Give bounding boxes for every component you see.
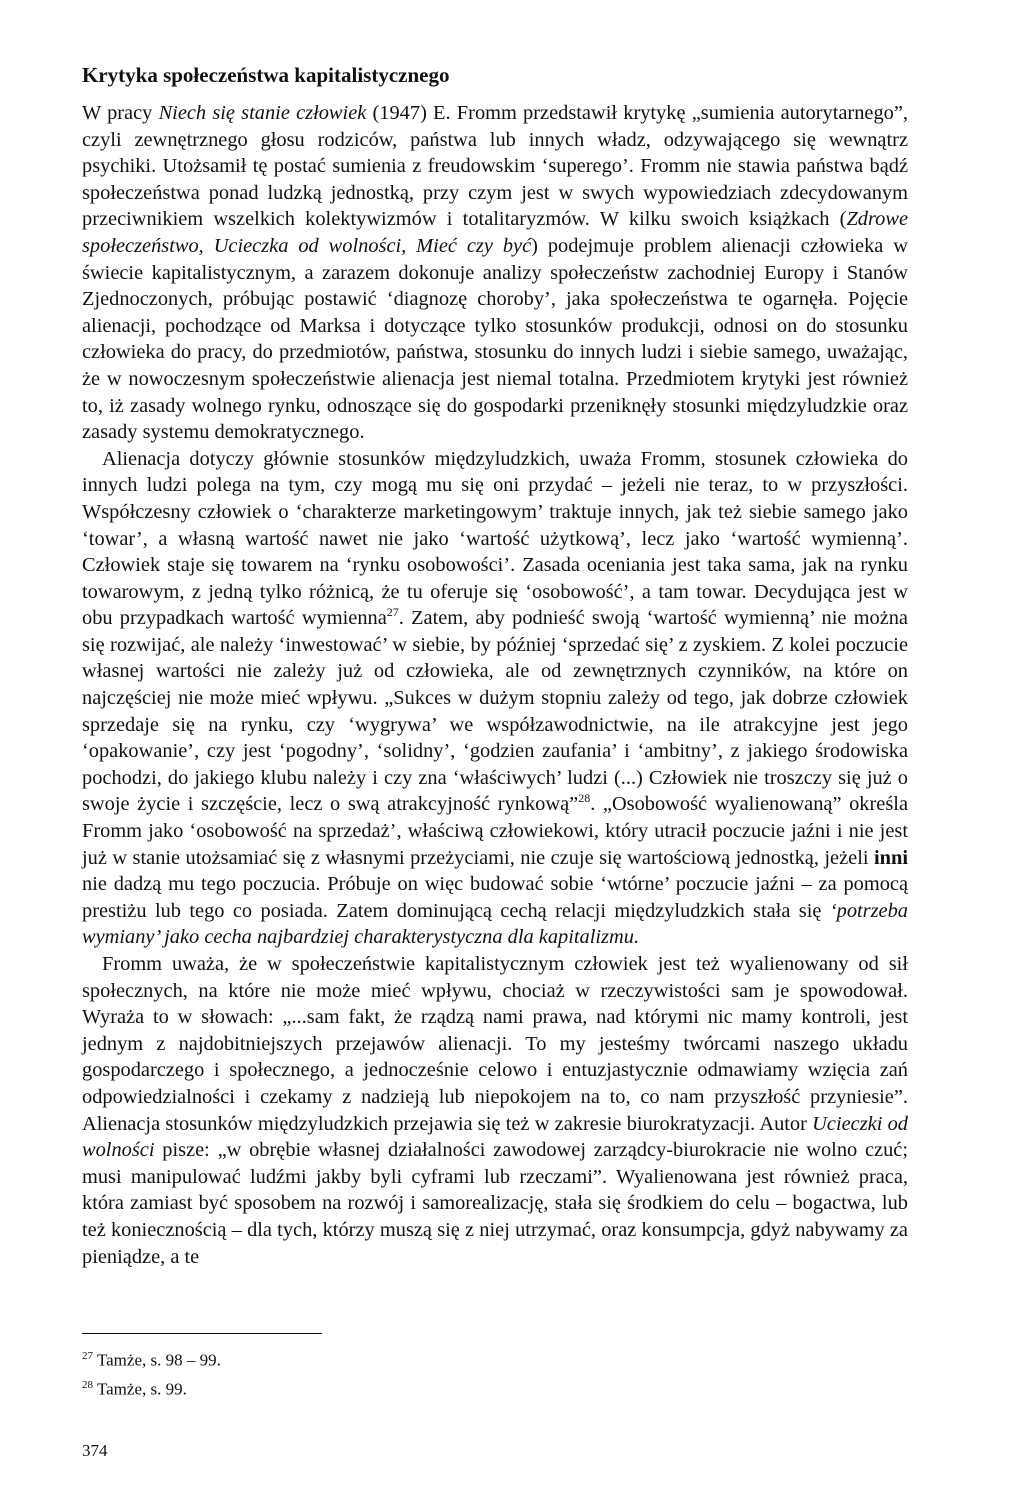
footnotes (82, 1333, 482, 1401)
footnote-ref-27[interactable]: 27 (386, 605, 399, 620)
p2-text-a: Alienacja dotyczy głównie stosunków międzyludzkich, uważa Fromm, stosunek człowieka do innych ludzi polega na tym, czy mogą mu się oni przydać – jeżeli nie teraz, to w przyszłości. Współczesny człowiek o ‘charakterze marketingowym’ traktuje innych, jak też siebie samego jako ‘towar’, a własną wartość nawet nie jako ‘wartość użytkową’, lecz jako ‘wartość wymienną’. Człowiek staje się towarem na ‘rynku osobowości’. Zasada oceniania jest taka sama, jak na rynku towarowym, z jedną tylko różnicą, że tu oferuje się ‘osobowość’, a tam towar. Decydująca jest w obu przypadkach wartość wymienna (82, 447, 908, 630)
p2-text-b: . Zatem, aby podnieść swoją ‘wartość wymienną’ nie można się rozwijać, ale należy ‘inwestować’ w siebie, by później ‘sprzedać się’ z zyskiem. Z kolei poczucie własnej wartości nie zależy już od człowieka, ale od zewnętrznych czynników, na które on najczęściej nie może mieć wpływu. „Sukces w dużym stopniu zależy od tego, jak dobrze człowiek sprzedaje się na rynku, czy ‘wygrywa’ we współzawodnictwie, na ile atrakcyjne jest jego ‘opakowanie’, czy jest ‘pogodny’, ‘solidny’, ‘godzien zaufania’ i ‘ambitny’, z jakiego środowiska pochodzi, do jakiego klubu należy i czy zna ‘właściwych’ ludzi (...) Człowiek nie troszczy się już o swoje życie i szczęście, lecz o swą atrakcyjność rynkową” (82, 607, 908, 816)
paragraph-3 (82, 951, 908, 1270)
footnote-28 (82, 1373, 482, 1402)
footnote-ref-28[interactable]: 28 (578, 791, 591, 806)
p1-book-titles: Zdrowe społeczeństwo, Ucieczka od wolności, Mieć czy być (82, 208, 908, 257)
section-heading: Krytyka społeczeństwa kapitalistycznego (82, 63, 450, 87)
footnote-27 (82, 1344, 482, 1373)
footnote-text: Tamże, s. 98 – 99. (93, 1350, 221, 1370)
footnote-text: Tamże, s. 99. (93, 1379, 187, 1399)
p1-text-c: (1947) E. Fromm przedstawił krytykę „sumienia autorytarnego”, czyli zewnętrznego głosu rodziców, państwa lub innych władz, odzywającego się wewnątrz psychiki. Utożsamił tę postać sumienia z freudowskim ‘superego’. Fromm nie stawia państwa bądź społeczeństwa ponad ludzką jednostką, przy czym jest w swych wypowiedziach zdecydowanym przeciwnikiem wszelkich kolektywizmów i totalitaryzmów. W kilku swoich książkach ( (82, 102, 908, 231)
footnote-num: 27 (82, 1350, 93, 1362)
footnote-divider (82, 1333, 322, 1334)
p3-text-c: pisze: „w obrębie własnej działalności zawodowej zarządcy-biurokracie nie wolno czuć; musi manipulować ludźmi jakby byli cyframi lub rzeczami”. Wyalienowana jest również praca, która zamiast być sposobem na rozwój i samorealizację, stała się środkiem do celu – bogactwa, lub też koniecznością – dla tych, którzy muszą się z niej utrzymać, oraz konsumpcja, gdyż nabywamy za pieniądze, a te (82, 1139, 908, 1268)
p3-text-a: Fromm uważa, że w społeczeństwie kapitalistycznym człowiek jest też wyalienowany od sił społecznych, na które nie może mieć wpływu, chociaż w rzeczywistości sam je spowodował. Wyraża to w słowach: „...sam fakt, że rządzą nami prawa, nad którymi nic mamy kontroli, jest jednym z najdobitniejszych przejawów alienacji. To my jesteśmy twórcami naszego układu gospodarczego i społecznego, a jednocześnie celowo i entuzjastycznie odmawiamy wzięcia zań odpowiedzialności i czekamy z nadzieją lub niepokojem na to, co nam przyszłość przyniesie”. Alienacja stosunków międzyludzkich przejawia się też w zakresie biurokratyzacji. Autor (82, 953, 908, 1135)
p3-book-title: Ucieczki od wolności (82, 1112, 908, 1162)
footnote-num: 28 (82, 1378, 93, 1391)
page-number: 374 (82, 1441, 108, 1460)
p2-bold-word: inni (873, 846, 908, 869)
p2-text-e: nie dadzą mu tego poczucia. Próbuje on więc budować sobie ‘wtórne’ poczucie jaźni – za pomocą prestiżu lub tego co posiada. Zatem dominującą cechą relacji międzyludzkich stała się (82, 873, 908, 922)
page-body (82, 62, 908, 1270)
p1-text-a: W pracy (82, 102, 159, 124)
paragraph-1 (82, 100, 908, 446)
p2-italic-conclusion: ‘potrzeba wymiany’ jako cecha najbardziej charakterystyczna dla kapitalizmu. (82, 899, 908, 949)
p1-book-title: Niech się stanie człowiek (158, 102, 367, 124)
paragraph-2 (82, 446, 908, 951)
p2-text-c: . „Osobowość wyalienowaną” określa Fromm jako ‘osobowość na sprzedaż’, właściwą człowiekowi, który utracił poczucie jaźni i nie jest już w stanie utożsamiać się z własnymi przeżyciami, nie czuje się wartościową jednostką, jeżeli (82, 793, 908, 869)
p1-text-e: ) podejmuje problem alienacji człowieka w świecie kapitalistycznym, a zarazem dokonuje analizy społeczeństw zachodniej Europy i Stanów Zjednoczonych, próbując postawić ‘diagnozę choroby’, jaka społeczeństwa te ogarnęła. Pojęcie alienacji, pochodzące od Marksa i dotyczące tylko stosunków produkcji, odnosi on do stosunku człowieka do pracy, do przedmiotów, państwa, stosunku do innych ludzi i siebie samego, uważając, że w nowoczesnym społeczeństwie alienacja jest niemal totalna. Przedmiotem krytyki jest również to, iż zasady wolnego rynku, odnoszące się do gospodarki przeniknęły stosunki międzyludzkie oraz zasady systemu demokratycznego. (82, 234, 908, 444)
